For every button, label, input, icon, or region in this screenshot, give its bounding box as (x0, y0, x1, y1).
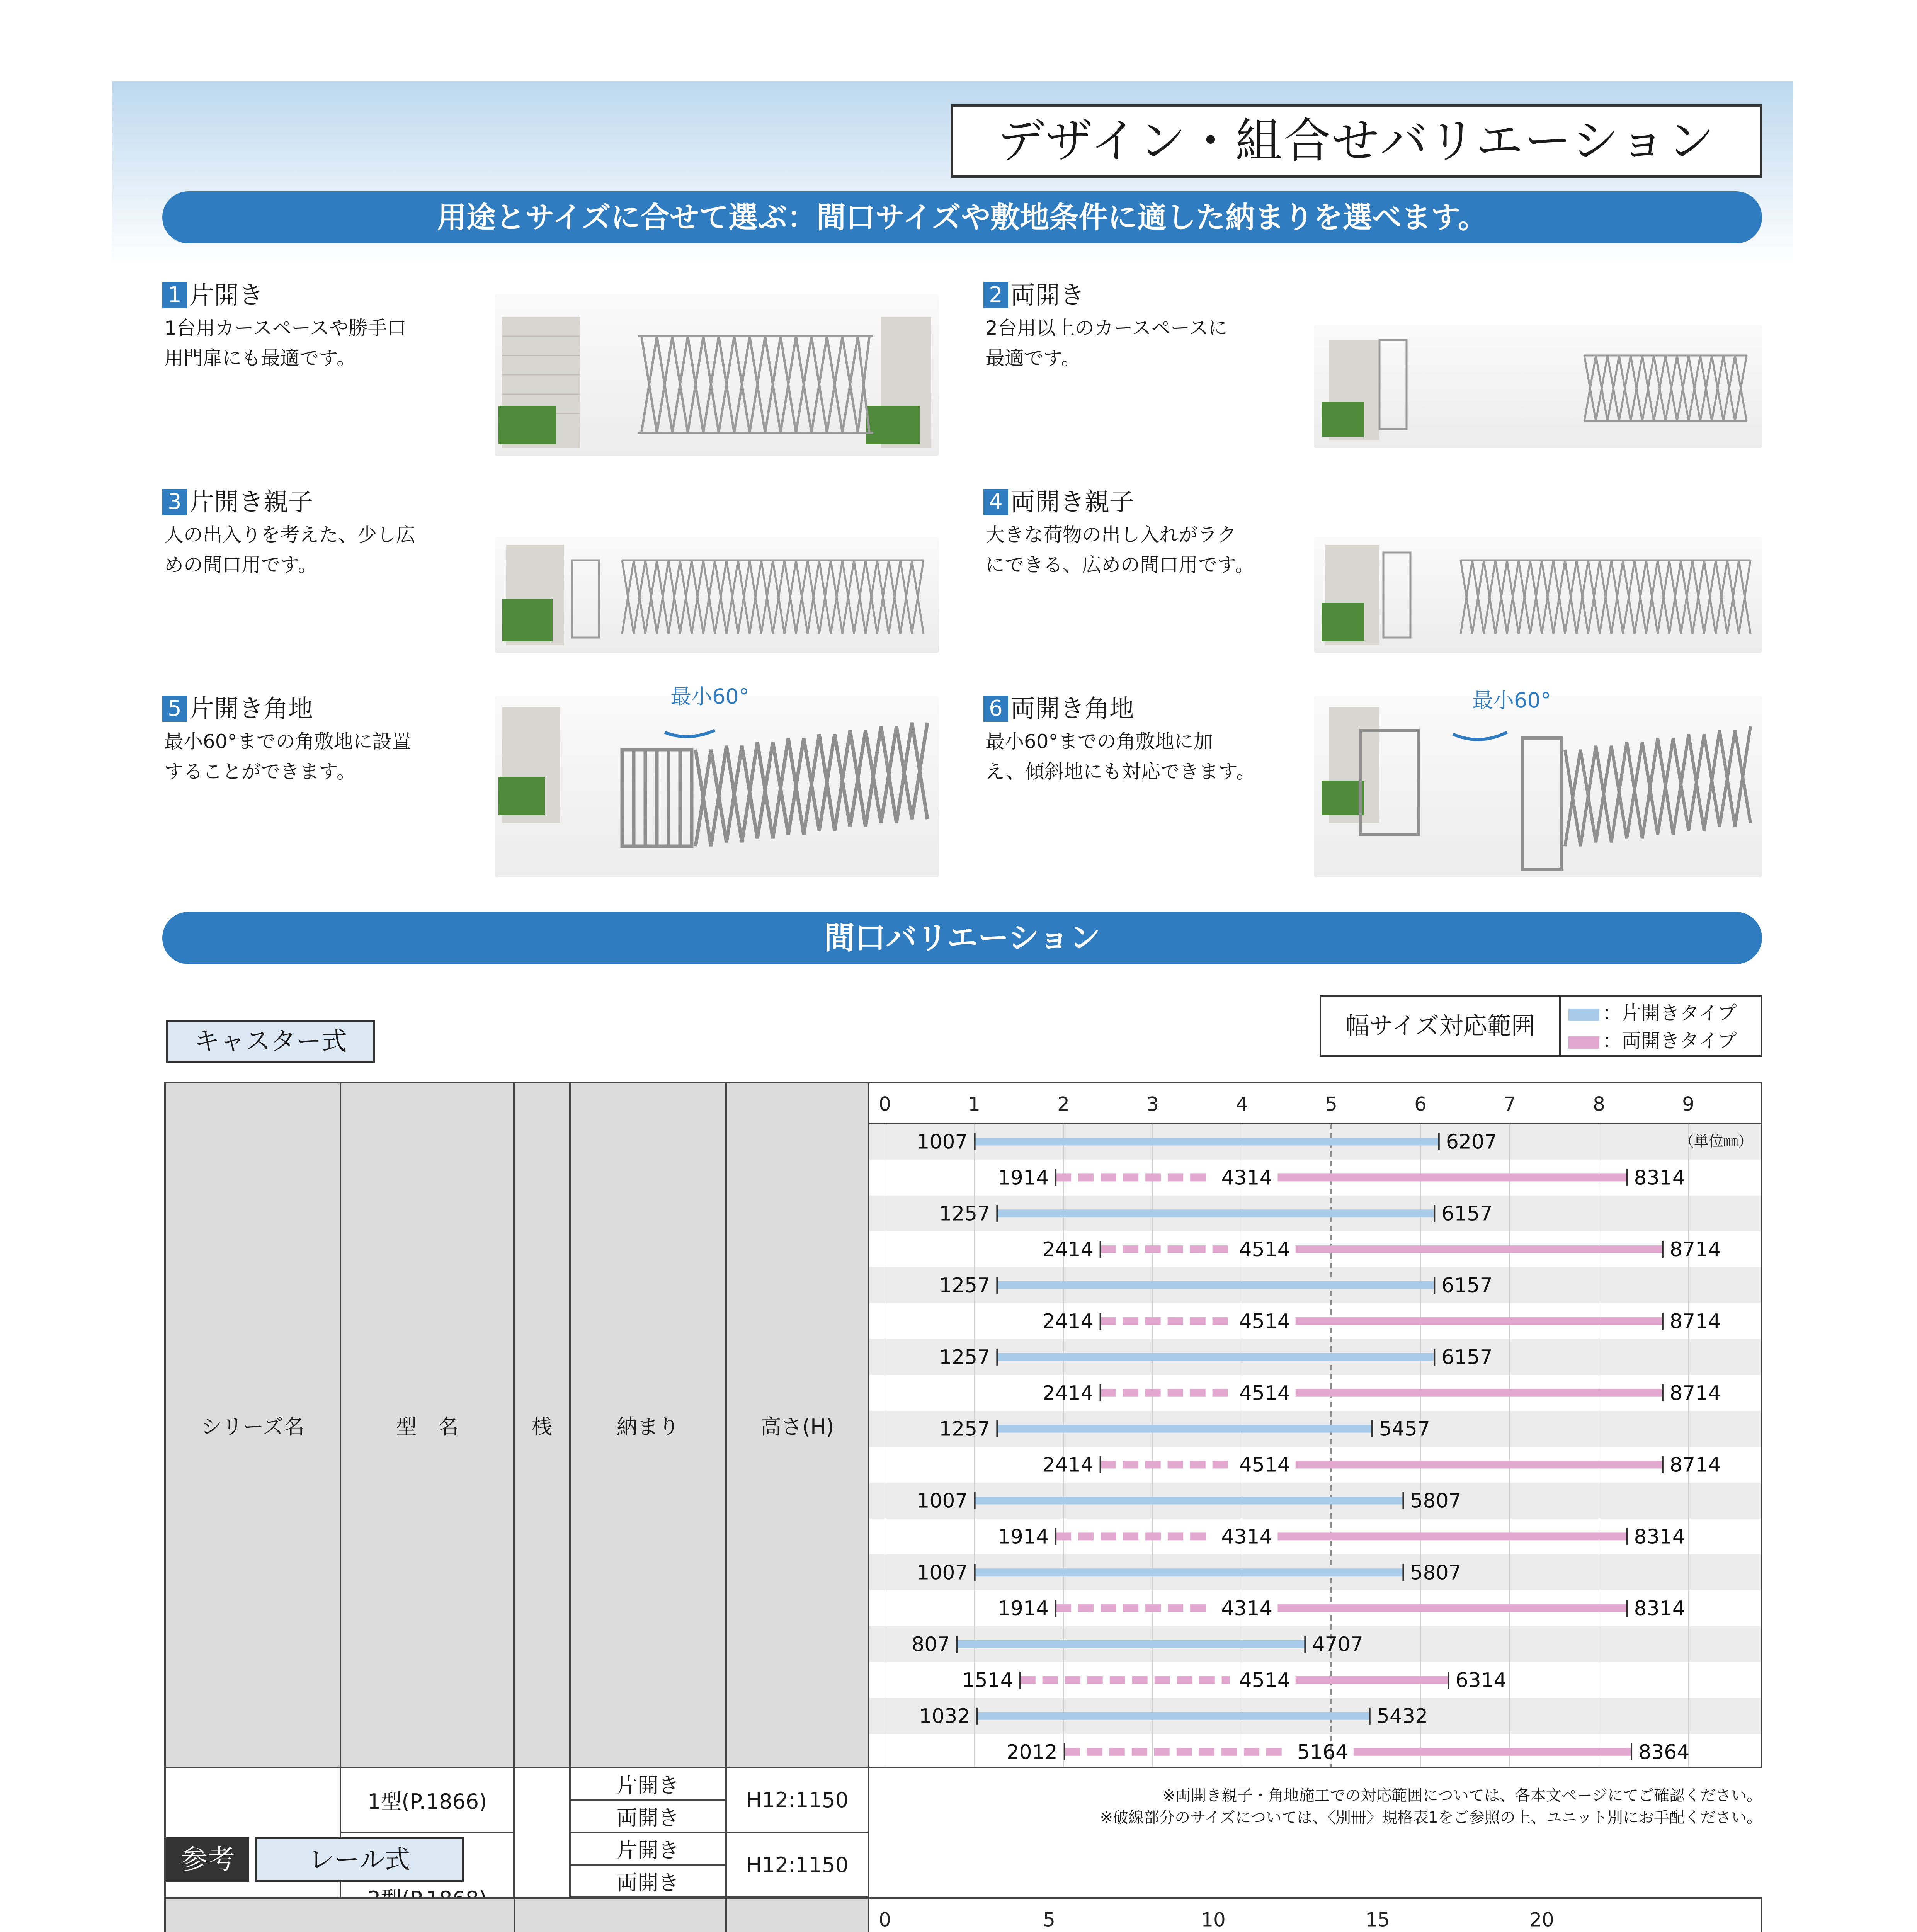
legend-single-swatch (1568, 1009, 1599, 1021)
min-value-label: 1257 (939, 1274, 990, 1298)
caster-tab-label: キャスター式 (166, 1020, 375, 1063)
desc-line: することができます。 (164, 760, 356, 783)
max-value-label: 5432 (1376, 1704, 1428, 1728)
desc-line: めの間口用です。 (164, 554, 317, 576)
option-4-number: 4 (983, 489, 1008, 515)
option-6-name: 両開き角地 (1010, 695, 1134, 723)
option-1-number: 1 (162, 282, 187, 308)
x-tick-label: 10 (1201, 1908, 1226, 1931)
option-2-desc (985, 313, 1302, 373)
desc-line: 2台用以上のカースペースに (985, 317, 1228, 339)
unit-label: （単位㎜） (1679, 1133, 1753, 1150)
option-5-number: 5 (162, 696, 187, 722)
mid-value-label: 4314 (1221, 1597, 1272, 1621)
min-value-label: 1914 (997, 1166, 1049, 1190)
x-tick-label: 2 (1057, 1093, 1070, 1116)
option-4-heading (983, 485, 1134, 520)
option-6-angle: 最小60° (1472, 688, 1551, 713)
option-5-name: 片開き角地 (189, 695, 313, 723)
option-3-number: 3 (162, 489, 187, 515)
option-2-name: 両開き (1010, 281, 1085, 310)
option-3-name: 片開き親子 (189, 488, 313, 517)
legend-double-swatch (1568, 1036, 1599, 1049)
x-tick-label: 5 (1325, 1093, 1337, 1116)
min-value-label: 2414 (1042, 1238, 1094, 1262)
min-value-label: 1257 (939, 1345, 990, 1369)
x-tick-label: 15 (1365, 1908, 1390, 1931)
max-value-label: 8714 (1669, 1310, 1721, 1333)
rail-chart-cell (869, 1898, 1761, 1932)
model-cell (340, 1767, 514, 1832)
x-tick-label: 5 (1043, 1908, 1055, 1931)
desc-line: 最小60°までの角敷地に設置 (164, 730, 411, 753)
col-height: 高さ(H) (726, 1083, 869, 1767)
min-value-label: 2414 (1042, 1381, 1094, 1405)
max-value-label: 8314 (1634, 1525, 1685, 1549)
max-value-label: 6157 (1441, 1202, 1493, 1226)
width-variation-banner: 間口バリエーション (162, 912, 1762, 964)
desc-line: 1台用カースペースや勝手口 (164, 317, 407, 339)
x-tick-label: 3 (1146, 1093, 1159, 1116)
max-value-label: 6157 (1441, 1274, 1493, 1298)
min-value-label: 1257 (939, 1202, 990, 1226)
option-4-photo (1314, 537, 1762, 653)
desc-line: 用門扉にも最適です。 (164, 347, 356, 369)
height-cell: H12:1150 (726, 1767, 869, 1832)
max-value-label: 8714 (1669, 1453, 1721, 1477)
caster-footnote-1: ※両開き親子・角地施工での対応範囲については、各本文ページにてご確認ください。 (1162, 1787, 1762, 1804)
option-2-heading (983, 278, 1085, 313)
x-tick-label: 0 (879, 1908, 891, 1931)
x-tick-label: 9 (1682, 1093, 1694, 1116)
x-tick-label: 6 (1414, 1093, 1427, 1116)
max-value-label: 6157 (1441, 1345, 1493, 1369)
height-cell: H12:1150 (726, 1832, 869, 1897)
max-value-label: 8364 (1638, 1740, 1690, 1764)
option-3-desc (164, 520, 481, 580)
min-value-label: 1007 (917, 1561, 968, 1585)
osamari-cell: 両開き (570, 1865, 726, 1897)
min-value-label: 2414 (1042, 1453, 1094, 1477)
mid-value-label: 4314 (1221, 1166, 1272, 1190)
legend-single (1568, 1000, 1762, 1027)
option-5-desc (164, 726, 481, 787)
x-tick-label: 8 (1593, 1093, 1605, 1116)
osamari-cell: 片開き (570, 1832, 726, 1865)
x-tick-label: 7 (1504, 1093, 1516, 1116)
option-2-number: 2 (983, 282, 1008, 308)
caster-range-chart (869, 1083, 1761, 1767)
max-value-label: 8314 (1634, 1597, 1685, 1621)
max-value-label: 6314 (1455, 1668, 1507, 1692)
option-1-desc (164, 313, 481, 373)
desc-line: え、傾斜地にも対応できます。 (985, 760, 1255, 783)
x-tick-label: 4 (1236, 1093, 1248, 1116)
option-3-photo (495, 537, 939, 653)
rail-col-osamari (514, 1898, 726, 1932)
min-value-label: 2414 (1042, 1310, 1094, 1333)
page-title: デザイン・組合せバリエーション (951, 104, 1762, 178)
desc-line: 大きな荷物の出し入れがラク (985, 524, 1237, 546)
desc-line: にできる、広めの間口用です。 (985, 554, 1254, 576)
desc-line: 最適です。 (985, 347, 1080, 369)
rail-col-series (165, 1898, 514, 1932)
mid-value-label: 4314 (1221, 1525, 1272, 1549)
max-value-label: 4707 (1312, 1633, 1363, 1656)
legend-title: 幅サイズ対応範囲 (1321, 997, 1561, 1055)
legend-single-label: ：片開きタイプ (1602, 1002, 1737, 1024)
min-value-label: 1914 (997, 1597, 1049, 1621)
rail-range-chart (869, 1899, 1761, 1932)
option-5-angle: 最小60° (670, 684, 749, 709)
desc-line: 最小60°までの角敷地に加 (985, 730, 1213, 753)
rail-tab-label: レール式 (255, 1837, 464, 1882)
min-value-label: 1514 (962, 1668, 1013, 1692)
option-6-number: 6 (983, 696, 1008, 722)
desc-line: 人の出入りを考えた、少し広 (164, 524, 415, 546)
max-value-label: 8314 (1634, 1166, 1685, 1190)
option-6-desc (985, 726, 1302, 787)
min-value-label: 2012 (1006, 1740, 1058, 1764)
x-tick-label: 0 (879, 1093, 891, 1116)
legend (1320, 995, 1762, 1057)
option-4-desc (985, 520, 1302, 580)
max-value-label: 6207 (1446, 1130, 1497, 1154)
x-tick-label: 1 (968, 1093, 980, 1116)
caster-footnote-2: ※破線部分のサイズについては、〈別冊〉規格表1をご参照の上、ユニット別にお手配ください。 (1100, 1809, 1762, 1827)
osamari-cell: 片開き (570, 1767, 726, 1800)
option-1-name: 片開き (189, 281, 264, 310)
min-value-label: 807 (912, 1633, 950, 1656)
mid-value-label: 4514 (1239, 1453, 1290, 1477)
option-2-photo (1314, 325, 1762, 448)
min-value-label: 1007 (917, 1489, 968, 1513)
min-value-label: 1032 (919, 1704, 970, 1728)
rail-table (164, 1897, 1762, 1932)
col-san: 桟 (514, 1083, 570, 1767)
option-6-photo (1314, 696, 1762, 877)
option-1-heading (162, 278, 264, 313)
mid-value-label: 4514 (1239, 1310, 1290, 1333)
min-value-label: 1007 (917, 1130, 968, 1154)
max-value-label: 8714 (1669, 1381, 1721, 1405)
rail-col-height (726, 1898, 869, 1932)
max-value-label: 5807 (1410, 1489, 1461, 1513)
legend-double-label: ：両開きタイプ (1602, 1030, 1737, 1052)
option-5-photo (495, 696, 939, 877)
min-value-label: 1914 (997, 1525, 1049, 1549)
col-series: シリーズ名 (165, 1083, 340, 1767)
x-tick-label: 20 (1529, 1908, 1554, 1931)
option-1-photo (495, 294, 939, 456)
mid-value-label: 5164 (1297, 1740, 1349, 1764)
option-6-heading (983, 692, 1134, 726)
caster-chart-cell (869, 1083, 1761, 1767)
option-5-heading (162, 692, 313, 726)
max-value-label: 5807 (1410, 1561, 1461, 1585)
mid-value-label: 4514 (1239, 1668, 1290, 1692)
max-value-label: 8714 (1669, 1238, 1721, 1262)
col-model: 型 名 (340, 1083, 514, 1767)
lead-banner: 用途とサイズに合せて選ぶ：間口サイズや敷地条件に適した納まりを選べます。 (162, 191, 1762, 243)
mid-value-label: 4514 (1239, 1381, 1290, 1405)
osamari-cell: 両開き (570, 1800, 726, 1832)
mid-value-label: 4514 (1239, 1238, 1290, 1262)
legend-double (1568, 1027, 1762, 1054)
col-osamari: 納まり (570, 1083, 726, 1767)
max-value-label: 5457 (1379, 1417, 1430, 1441)
model-name: 1型(P.1866) (367, 1789, 487, 1814)
reference-tag: 参考 (166, 1837, 249, 1882)
option-4-name: 両開き親子 (1010, 488, 1134, 517)
min-value-label: 1257 (939, 1417, 990, 1441)
option-3-heading (162, 485, 313, 520)
